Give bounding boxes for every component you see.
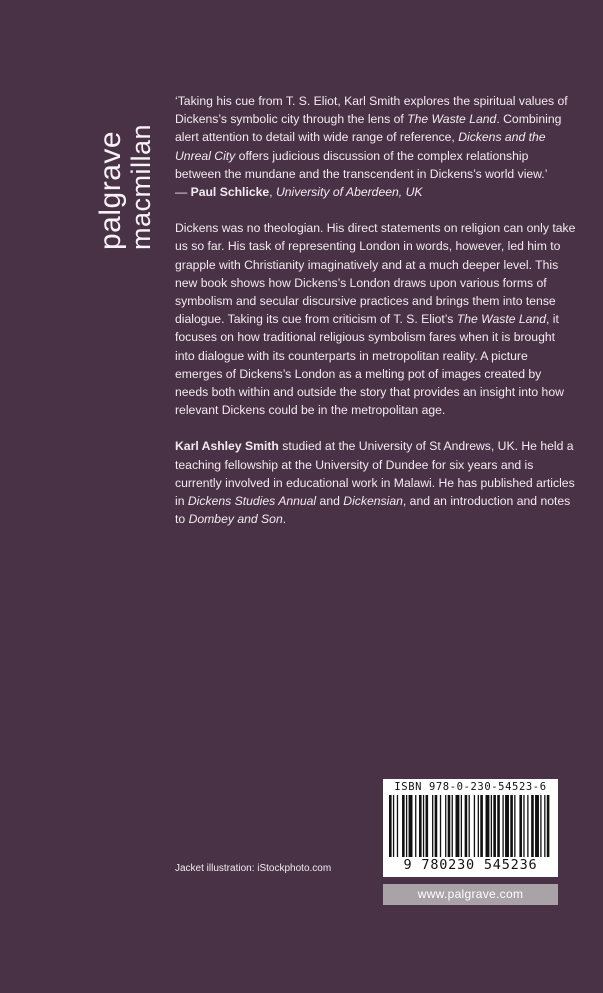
quote-title-ref: Dickens and the Unreal City (175, 130, 546, 163)
quote-dash: — (175, 185, 191, 200)
barcode-bar (445, 795, 446, 857)
barcode-bar (486, 795, 490, 857)
quote-attribution-sep: , (269, 185, 276, 200)
barcode-bar (397, 795, 398, 857)
barcode-bar (435, 795, 438, 857)
barcode-bar (493, 795, 496, 857)
barcode-bar (440, 795, 441, 857)
logo-macmillan: macmillan (126, 123, 156, 250)
quote-attribution-name: Paul Schlicke (190, 185, 270, 200)
barcode-bar (540, 795, 541, 857)
barcode-bar (535, 795, 539, 857)
barcode-bar (544, 795, 545, 857)
book-description (175, 219, 577, 419)
barcode-bar (426, 795, 429, 857)
author-bio (175, 437, 577, 528)
publisher-logo (96, 100, 160, 250)
barcode-bars (389, 795, 552, 857)
quote-text: offers judicious discussion of the complex relationship between the mundane and the transcendent in Dickens’s world view.’ (175, 148, 548, 181)
barcode-bar (505, 795, 509, 857)
bio-title-ref: Dombey and Son (188, 512, 283, 527)
barcode-bar (389, 795, 392, 857)
barcode-bar (547, 795, 550, 857)
publisher-logo-text (96, 100, 160, 250)
barcode-bar (480, 795, 483, 857)
barcode-bar (432, 795, 433, 857)
author-name: Karl Ashley Smith (175, 439, 279, 454)
barcode-bar (456, 795, 460, 857)
barcode-bar (510, 795, 513, 857)
barcode-bar (415, 795, 416, 857)
quote-title-ref: The Waste Land (407, 112, 497, 127)
isbn-label: ISBN 978-0-230-54523-6 (394, 781, 547, 793)
barcode-digits: 9 780230 545236 (403, 857, 538, 873)
barcode-bar (502, 795, 503, 857)
bio-text: studied at the University of St Andrews, UK. He held a teaching fellowship at the University of Dundee for six years and is currently involved in educational work in Malawi. He has published articles in (175, 439, 575, 509)
barcode-bar (452, 795, 453, 857)
publisher-website[interactable]: www.palgrave.com (383, 884, 558, 905)
barcode-bar (423, 795, 424, 857)
barcode-bar (406, 795, 407, 857)
barcode-bar (469, 795, 470, 857)
barcode-bar (419, 795, 422, 857)
barcode-bar (402, 795, 405, 857)
isbn-barcode (383, 779, 558, 877)
barcode-bar (465, 795, 468, 857)
barcode-bar (527, 795, 528, 857)
description-text: , it focuses on how traditional religious symbolism fares when it is brought into dialogue with its counterparts in metropolitan reality. A picture emerges of Dickens’s London as a melting pot of images created by needs both within and outside the story that provides an insight into how relevant Dickens could be in the metropolitan age. (175, 312, 564, 418)
barcode-bar (478, 795, 479, 857)
barcode-bar (519, 795, 522, 857)
barcode-bar (514, 795, 515, 857)
review-quote (175, 92, 577, 201)
bio-text: . (282, 512, 287, 527)
jacket-illustration-credit: Jacket illustration: iStockphoto.com (175, 863, 332, 874)
logo-palgrave: palgrave (94, 130, 127, 250)
barcode-bar (474, 795, 475, 857)
barcode-bar (461, 795, 462, 857)
blurb-column (175, 92, 577, 546)
bio-text: , and an introduction and notes to (175, 494, 571, 527)
bio-title-ref: Dickensian (343, 494, 403, 509)
barcode-bar (409, 795, 413, 857)
barcode-bar (491, 795, 492, 857)
barcode-bar (531, 795, 534, 857)
barcode-bar (393, 795, 394, 857)
description-text: Dickens was no theologian. His direct statements on religion can only take us so far. His task of representing London in words, however, led him to grapple with Christianity imaginatively and at a much deeper level. This new book shows how Dickens’s London draws upon various forms of symbolism and secular discursive practices and brings them into tense dialogue. Taking its cue from criticism of T. S. Eliot’s (175, 221, 576, 327)
bio-text: and (316, 494, 344, 509)
description-title-ref: The Waste Land (456, 312, 546, 327)
quote-text: . Combining alert attention to detail with wide range of reference, (175, 112, 562, 145)
barcode-bar (523, 795, 524, 857)
quote-text: ‘Taking his cue from T. S. Eliot, Karl Smith explores the spiritual values of Dickens’s symbolic city through the lens of (175, 94, 568, 127)
bio-title-ref: Dickens Studies Annual (187, 494, 317, 509)
barcode-bar (448, 795, 451, 857)
quote-attribution-affiliation: University of Aberdeen, UK (275, 185, 423, 200)
barcode-bar (497, 795, 500, 857)
